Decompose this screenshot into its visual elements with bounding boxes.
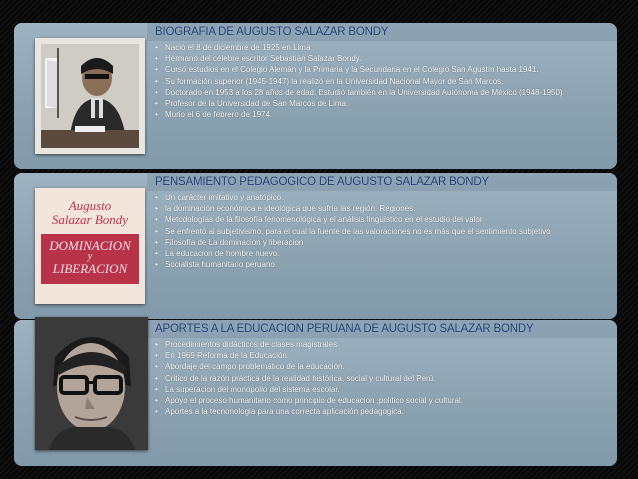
list-item: • Aportes a la tecnonologia para una correcta aplicación pedagogica. <box>155 406 607 417</box>
pedagogical-thought-panel <box>14 173 617 319</box>
book-author-line2: Salazar Bondy <box>51 212 129 227</box>
portrait-photo-glasses <box>35 317 148 450</box>
list-item: • Metodologías de la filosofía fenomenológica y el análisis lingüístico en el estudio del valor <box>155 214 607 225</box>
book-author-line1: Augusto <box>68 198 112 213</box>
bullet-list <box>155 192 607 270</box>
panel-title: PENSAMIENTO PEDAGOGICO DE AUGUSTO SALAZAR BONDY <box>155 176 489 188</box>
list-item: • Su formación superior (1945-1947) la realizó en la Universidad Nacional Mayor de San Marcos. <box>155 76 607 87</box>
panel-title: BIOGRAFIA DE AUGUSTO SALAZAR BONDY <box>155 26 389 38</box>
list-item: • Apoyo el proceso humanitario como principio de educacion ,politico social y cultural. <box>155 395 607 406</box>
list-item: • Murio el 6 de febrero de 1974. <box>155 109 607 120</box>
list-item: • Nació el 8 de diciembre de 1925 en Lima <box>155 42 607 53</box>
list-item: • Critico de la razón práctica de la realidad histórica, social y cultural del Perú. <box>155 373 607 384</box>
book-title-line2: y <box>87 251 93 262</box>
list-item: • En 1969 Reforma de la Educación. <box>155 350 607 361</box>
list-item: • Cursó estudios en el Colegio Alemán y la Primaria y la Secundaria en el Colegio San Agustín hasta 1941. <box>155 64 607 75</box>
list-item: • Doctorado en 1953 a los 28 años de edad. Estudió también en la Universidad Autónoma de México (1948-1950) <box>155 87 607 98</box>
biography-panel <box>14 23 617 169</box>
book-title-line3: LIBERACION <box>52 261 128 276</box>
book-cover-image <box>35 188 145 304</box>
list-item: • Un carácter imitativo y anatópico. <box>155 192 607 203</box>
list-item: • Se enfrentó al subjetivismo, para el cual la fuente de las valoraciones no es más que el sentimiento subjetivo <box>155 226 607 237</box>
list-item: • Abordaje del campo problemático de la educación. <box>155 361 607 372</box>
panel-title: APORTES A LA EDUCACION PERUANA DE AUGUSTO SALAZAR BONDY <box>155 323 534 335</box>
portrait-photo-desk <box>35 38 145 154</box>
list-item: • La educacion de hombre nuevo. <box>155 248 607 259</box>
list-item: • La superacion del monopolio del sistema escolar. <box>155 384 607 395</box>
list-item: • Socialista humanitario peruano. <box>155 259 607 270</box>
book-title-line1: DOMINACION <box>49 238 131 253</box>
list-item: • Hermano del célebre escritor Sebastián Salazar Bondy. <box>155 53 607 64</box>
bullet-list <box>155 339 607 417</box>
list-item: • Filosofía de La dominacion y liberacion <box>155 237 607 248</box>
list-item: • Profesor de la Universidad de San Marcos de Lima. <box>155 98 607 109</box>
bullet-list <box>155 42 607 120</box>
list-item: • Procedimientos didácticos de clases magistrales <box>155 339 607 350</box>
list-item: • la dominación económica e ideológica que sufría las región. Regiones. <box>155 203 607 214</box>
contributions-panel <box>14 320 617 466</box>
